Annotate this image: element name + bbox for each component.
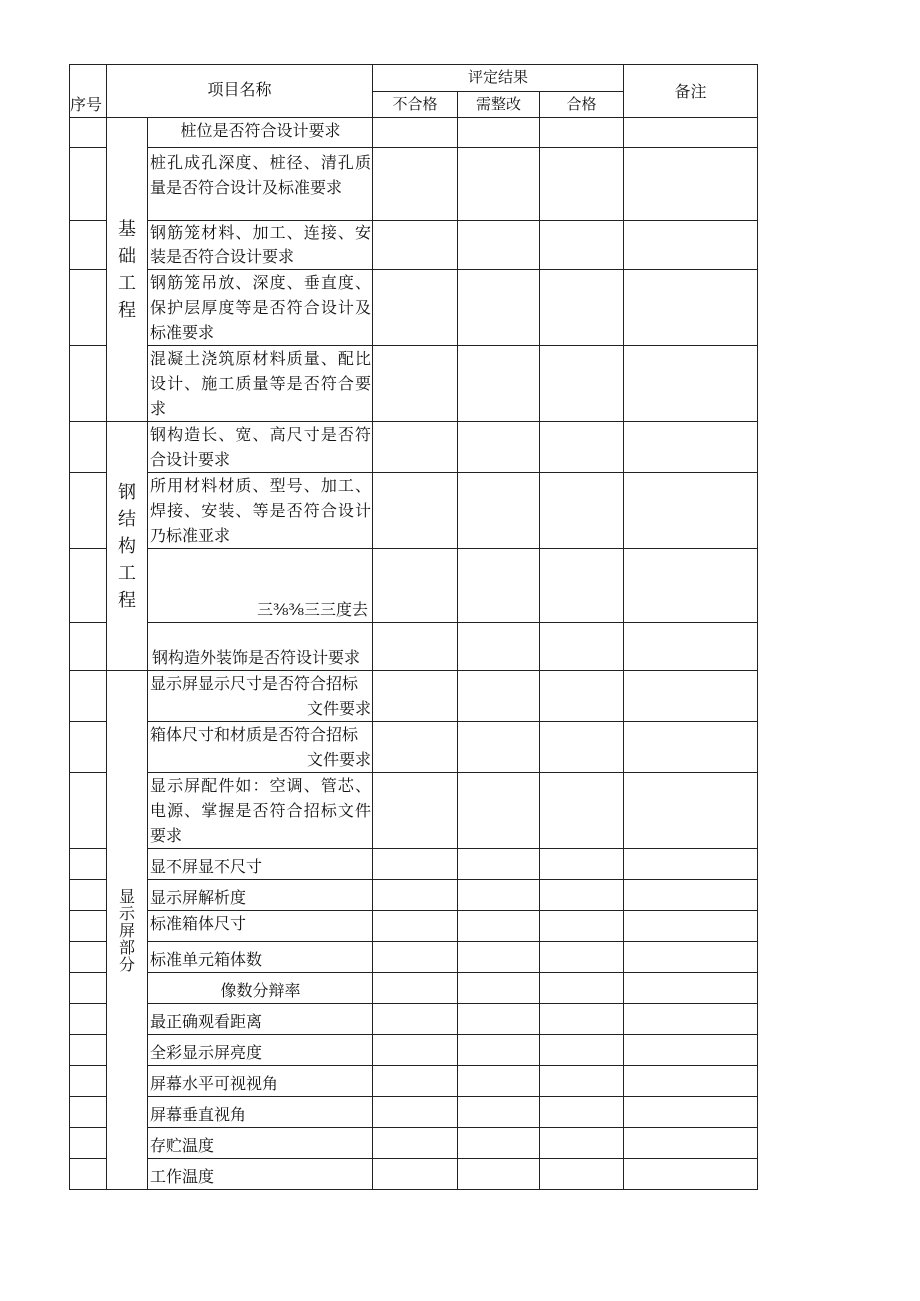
pass-cell <box>540 911 624 942</box>
header-rectify: 需整改 <box>458 92 540 118</box>
remark-cell <box>624 473 758 549</box>
serial-cell <box>70 422 107 473</box>
rectify-cell <box>458 722 540 773</box>
item-name: 钢构造长、宽、高尺寸是否符合设计要求 <box>148 422 373 473</box>
item-name: 存贮温度 <box>148 1128 373 1159</box>
header-pass: 合格 <box>540 92 624 118</box>
rectify-cell <box>458 880 540 911</box>
category-char: 部 <box>118 937 135 957</box>
fail-cell <box>373 1159 458 1190</box>
item-name-line: 显示屏显示尺寸是否符合招标 <box>150 674 359 693</box>
header-remark: 备注 <box>624 65 758 118</box>
pass-cell <box>540 973 624 1004</box>
remark-cell <box>624 270 758 346</box>
table-row <box>70 148 758 221</box>
header-fail: 不合格 <box>373 92 458 118</box>
category-char: 屏 <box>118 920 135 940</box>
table-row <box>70 1035 758 1066</box>
fail-cell <box>373 118 458 148</box>
serial-cell <box>70 1097 107 1128</box>
pass-cell <box>540 671 624 722</box>
table-row <box>70 1004 758 1035</box>
fail-cell <box>373 221 458 270</box>
remark-cell <box>624 346 758 422</box>
serial-cell <box>70 221 107 270</box>
pass-cell <box>540 849 624 880</box>
pass-cell <box>540 346 624 422</box>
category-display-screen <box>107 671 148 1190</box>
item-name: 桩位是否符合设计要求 <box>148 118 373 148</box>
item-name: 钢筋笼吊放、深度、垂直度、保护层厚度等是否符合设计及标准要求 <box>148 270 373 346</box>
pass-cell <box>540 1004 624 1035</box>
header-item-name <box>107 65 373 118</box>
item-name: 屏幕垂直视角 <box>148 1097 373 1128</box>
pass-cell <box>540 773 624 849</box>
pass-cell <box>540 1159 624 1190</box>
rectify-cell <box>458 1004 540 1035</box>
remark-cell <box>624 911 758 942</box>
table-row <box>70 346 758 422</box>
remark-cell <box>624 1066 758 1097</box>
fail-cell <box>373 623 458 671</box>
pass-cell <box>540 1097 624 1128</box>
item-name-line: 箱体尺寸和材质是否符合招标 <box>150 725 359 744</box>
rectify-cell <box>458 849 540 880</box>
item-name: 像数分辩率 <box>148 973 373 1004</box>
remark-cell <box>624 118 758 148</box>
remark-cell <box>624 973 758 1004</box>
category-char: 工 <box>118 272 136 294</box>
pass-cell <box>540 880 624 911</box>
item-name: 钢构造外装饰是否符设计要求 <box>148 623 373 671</box>
category-char: 构 <box>118 535 136 557</box>
table-row <box>70 549 758 623</box>
fail-cell <box>373 148 458 221</box>
remark-cell <box>624 1097 758 1128</box>
remark-cell <box>624 849 758 880</box>
item-name: 钢筋笼材料、加工、连接、安装是否符合设计要求 <box>148 221 373 270</box>
fail-cell <box>373 1035 458 1066</box>
pass-cell <box>540 473 624 549</box>
pass-cell <box>540 118 624 148</box>
item-name <box>148 671 373 722</box>
serial-cell <box>70 1128 107 1159</box>
table-row <box>70 671 758 722</box>
serial-cell <box>70 942 107 973</box>
rectify-cell <box>458 473 540 549</box>
item-name: 最正确观看距离 <box>148 1004 373 1035</box>
serial-cell <box>70 1004 107 1035</box>
table-row <box>70 942 758 973</box>
category-foundation <box>107 118 148 422</box>
serial-cell <box>70 270 107 346</box>
category-char: 基 <box>118 218 136 240</box>
serial-cell <box>70 1066 107 1097</box>
fail-cell <box>373 346 458 422</box>
fail-cell <box>373 1128 458 1159</box>
pass-cell <box>540 549 624 623</box>
rectify-cell <box>458 973 540 1004</box>
fail-cell <box>373 722 458 773</box>
item-name: 显示屏配件如：空调、管芯、电源、掌握是否符合招标文件要求 <box>148 773 373 849</box>
fail-cell <box>373 671 458 722</box>
rectify-cell <box>458 773 540 849</box>
category-char: 分 <box>118 954 135 974</box>
fail-cell <box>373 422 458 473</box>
serial-cell <box>70 549 107 623</box>
remark-cell <box>624 549 758 623</box>
fail-cell <box>373 473 458 549</box>
serial-cell <box>70 1035 107 1066</box>
remark-cell <box>624 148 758 221</box>
item-name <box>148 722 373 773</box>
serial-cell <box>70 346 107 422</box>
remark-cell <box>624 1004 758 1035</box>
remark-cell <box>624 221 758 270</box>
item-name: 标准单元箱体数 <box>148 942 373 973</box>
rectify-cell <box>458 911 540 942</box>
table-row <box>70 880 758 911</box>
pass-cell <box>540 422 624 473</box>
item-name: 显不屏显不尺寸 <box>148 849 373 880</box>
fail-cell <box>373 270 458 346</box>
pass-cell <box>540 722 624 773</box>
rectify-cell <box>458 942 540 973</box>
category-char: 程 <box>118 589 136 611</box>
remark-cell <box>624 1035 758 1066</box>
serial-cell <box>70 623 107 671</box>
fail-cell <box>373 549 458 623</box>
rectify-cell <box>458 1128 540 1159</box>
table-row <box>70 270 758 346</box>
category-char: 程 <box>118 299 136 321</box>
table-row <box>70 118 758 148</box>
remark-cell <box>624 623 758 671</box>
pass-cell <box>540 942 624 973</box>
category-char: 工 <box>118 562 136 584</box>
table-row <box>70 911 758 942</box>
fail-cell <box>373 880 458 911</box>
rectify-cell <box>458 1097 540 1128</box>
table-row <box>70 773 758 849</box>
serial-cell <box>70 473 107 549</box>
rectify-cell <box>458 671 540 722</box>
serial-cell <box>70 880 107 911</box>
table-row <box>70 973 758 1004</box>
pass-cell <box>540 221 624 270</box>
rectify-cell <box>458 623 540 671</box>
header-item-name-text: 项目名称 <box>207 80 272 99</box>
pass-cell <box>540 623 624 671</box>
rectify-cell <box>458 549 540 623</box>
fail-cell <box>373 942 458 973</box>
item-name: 所用材料材质、型号、加工、焊接、安装、等是否符合设计乃标准亚求 <box>148 473 373 549</box>
serial-cell <box>70 1159 107 1190</box>
item-name: 显示屏解析度 <box>148 880 373 911</box>
serial-cell <box>70 722 107 773</box>
item-name: 三⅜⅜三三度去 <box>148 549 373 623</box>
rectify-cell <box>458 1066 540 1097</box>
header-serial-number: 序号 <box>70 65 107 118</box>
pass-cell <box>540 1066 624 1097</box>
table-row <box>70 722 758 773</box>
item-name-line: 文件要求 <box>307 699 372 718</box>
serial-cell <box>70 773 107 849</box>
rectify-cell <box>458 148 540 221</box>
item-name-line: 文件要求 <box>307 750 372 769</box>
pass-cell <box>540 148 624 221</box>
serial-cell <box>70 911 107 942</box>
rectify-cell <box>458 270 540 346</box>
category-char: 础 <box>118 245 136 267</box>
remark-cell <box>624 1159 758 1190</box>
fail-cell <box>373 1066 458 1097</box>
table-row <box>70 623 758 671</box>
serial-cell <box>70 671 107 722</box>
fail-cell <box>373 911 458 942</box>
evaluation-table <box>69 64 758 1190</box>
category-char: 钢 <box>118 481 136 503</box>
category-steel-structure <box>107 422 148 671</box>
remark-cell <box>624 1128 758 1159</box>
fail-cell <box>373 1097 458 1128</box>
rectify-cell <box>458 221 540 270</box>
rectify-cell <box>458 118 540 148</box>
serial-cell <box>70 849 107 880</box>
remark-cell <box>624 942 758 973</box>
fail-cell <box>373 1004 458 1035</box>
header-evaluation-result: 评定结果 <box>373 65 624 92</box>
item-name: 混凝土浇筑原材料质量、配比设计、施工质量等是否符合要求 <box>148 346 373 422</box>
serial-cell <box>70 118 107 148</box>
fail-cell <box>373 773 458 849</box>
remark-cell <box>624 671 758 722</box>
table-row <box>70 1066 758 1097</box>
table-row <box>70 473 758 549</box>
item-name: 屏幕水平可视视角 <box>148 1066 373 1097</box>
rectify-cell <box>458 1035 540 1066</box>
rectify-cell <box>458 1159 540 1190</box>
item-name: 全彩显示屏亮度 <box>148 1035 373 1066</box>
fail-cell <box>373 973 458 1004</box>
table-row <box>70 849 758 880</box>
table-row <box>70 1159 758 1190</box>
table-row <box>70 221 758 270</box>
remark-cell <box>624 880 758 911</box>
category-char: 结 <box>118 508 136 530</box>
category-char: 显 <box>118 886 135 906</box>
pass-cell <box>540 270 624 346</box>
remark-cell <box>624 773 758 849</box>
serial-cell <box>70 973 107 1004</box>
table-row <box>70 1097 758 1128</box>
remark-cell <box>624 422 758 473</box>
item-name: 桩孔成孔深度、桩径、清孔质量是否符合设计及标准要求 <box>148 148 373 221</box>
pass-cell <box>540 1128 624 1159</box>
item-name: 标准箱体尺寸 <box>148 911 373 942</box>
item-name: 工作温度 <box>148 1159 373 1190</box>
rectify-cell <box>458 422 540 473</box>
category-char: 示 <box>118 903 135 923</box>
pass-cell <box>540 1035 624 1066</box>
remark-cell <box>624 722 758 773</box>
table-row <box>70 422 758 473</box>
fail-cell <box>373 849 458 880</box>
serial-cell <box>70 148 107 221</box>
rectify-cell <box>458 346 540 422</box>
table-row <box>70 1128 758 1159</box>
